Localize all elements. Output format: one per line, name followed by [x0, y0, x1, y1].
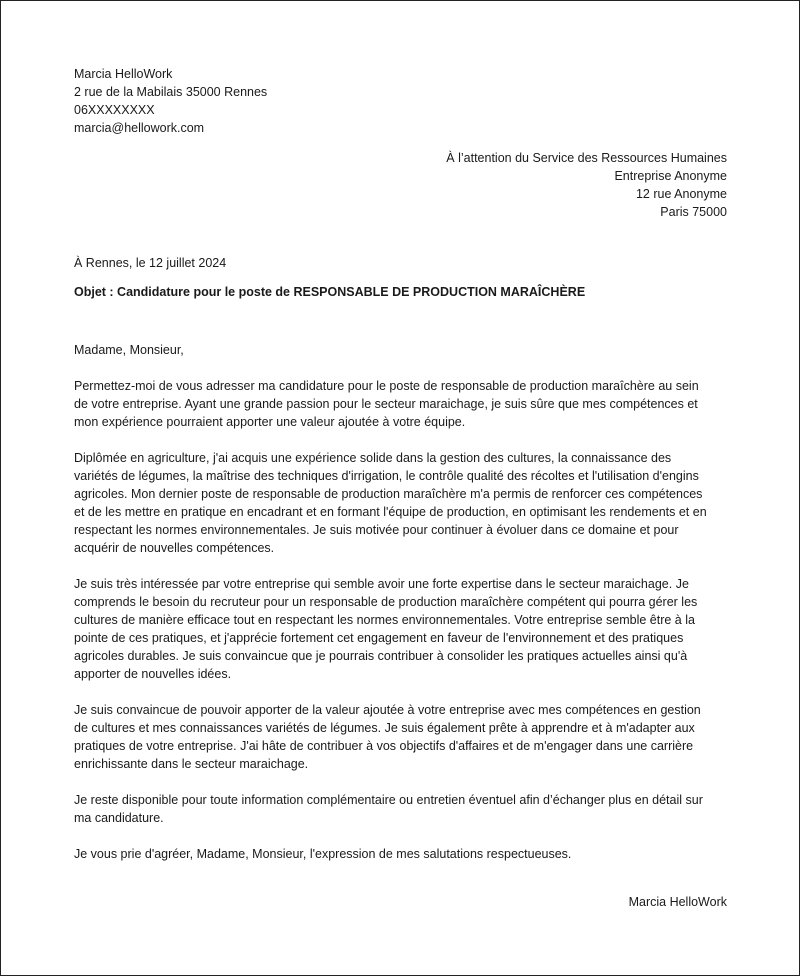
paragraph-line: respectant les normes environnementales. Je suis motivée pour continuer à évoluer dans ce domaine et pour	[74, 523, 679, 537]
paragraph-line: Je suis convaincue de pouvoir apporter de la valeur ajoutée à votre entreprise avec mes compétences en gestion	[74, 703, 701, 717]
paragraph-line: apporter de nouvelles idées.	[74, 667, 232, 681]
recipient-street: 12 rue Anonyme	[635, 187, 727, 201]
paragraph	[74, 701, 734, 773]
sender-block	[74, 65, 267, 137]
sender-email: marcia@hellowork.com	[74, 121, 205, 135]
recipient-city: Paris 75000	[660, 205, 727, 219]
sender-phone: 06XXXXXXXX	[74, 103, 155, 117]
salutation-text: Madame, Monsieur,	[74, 343, 184, 357]
paragraph-line: variétés de légumes, la maîtrise des techniques d'irrigation, le contrôle qualité des récoltes et l'utilisation d'engins	[74, 469, 699, 483]
salutation	[74, 341, 734, 359]
paragraph-line: de cultures et mes connaissances variétés de légumes. Je suis également prête à apprendre et à m'adapter aux	[74, 721, 695, 735]
paragraph-line: Permettez-moi de vous adresser ma candidature pour le poste de responsable de production maraîchère au sein	[74, 379, 699, 393]
object-line: Objet : Candidature pour le poste de RESPONSABLE DE PRODUCTION MARAÎCHÈRE	[74, 285, 586, 299]
paragraph-line: et de les mettre en pratique en encadrant et en formant l'équipe de production, en optimisant les rendements et en	[74, 505, 707, 519]
letter-body	[74, 341, 734, 881]
paragraph-line: Je vous prie d'agréer, Madame, Monsieur, l'expression de mes salutations respectueuses.	[74, 847, 572, 861]
paragraph	[74, 377, 734, 431]
paragraph	[74, 845, 734, 863]
paragraph-line: Je reste disponible pour toute information complémentaire ou entretien éventuel afin d’échanger plus en détail sur	[74, 793, 703, 807]
paragraph-line: pratiques de votre entreprise. J'ai hâte de contribuer à vos objectifs d'affaires et de m'engager dans une carrière	[74, 739, 694, 753]
recipient-company: Entreprise Anonyme	[614, 169, 727, 183]
paragraph-line: ma candidature.	[74, 811, 164, 825]
sender-name: Marcia HelloWork	[74, 67, 173, 81]
recipient-attention: À l’attention du Service des Ressources Humaines	[446, 151, 727, 165]
paragraph-line: Je suis très intéressée par votre entreprise qui semble avoir une forte expertise dans le secteur maraichage. Je	[74, 577, 689, 591]
paragraph-line: comprends le besoin du recruteur pour un responsable de production maraîchère compétent qui pourra gérer les	[74, 595, 698, 609]
paragraph-line: cultures de manière efficace tout en respectant les normes environnementales. Votre entreprise semble être à la	[74, 613, 695, 627]
paragraph-line: pointe de ces pratiques, et j'apprécie fortement cet engagement en faveur de l'environnement et des pratiques	[74, 631, 684, 645]
recipient-block	[446, 149, 727, 221]
sender-address: 2 rue de la Mabilais 35000 Rennes	[74, 85, 268, 99]
paragraph-line: de votre entreprise. Ayant une grande passion pour le secteur maraichage, je suis sûre que mes compétences et	[74, 397, 698, 411]
paragraph-line: mon expérience pourraient apporter une valeur ajoutée à votre équipe.	[74, 415, 466, 429]
paragraph-line: Diplômée en agriculture, j'ai acquis une expérience solide dans la gestion des cultures, la connaissance des	[74, 451, 672, 465]
date-line: À Rennes, le 12 juillet 2024	[74, 256, 227, 270]
paragraph-line: agricoles. Mon dernier poste de responsable de production maraîchère m'a permis de renforcer ces compétences	[74, 487, 703, 501]
signature: Marcia HelloWork	[628, 895, 727, 909]
paragraph-line: acquérir de nouvelles compétences.	[74, 541, 275, 555]
paragraph	[74, 791, 734, 827]
paragraph-line: enrichissante dans le secteur maraichage.	[74, 757, 309, 771]
paragraph	[74, 449, 734, 557]
paragraph	[74, 575, 734, 683]
paragraph-line: agricoles durables. Je suis convaincue que je pourrais contribuer à consolider les pratiques actuelles ainsi qu'à	[74, 649, 688, 663]
